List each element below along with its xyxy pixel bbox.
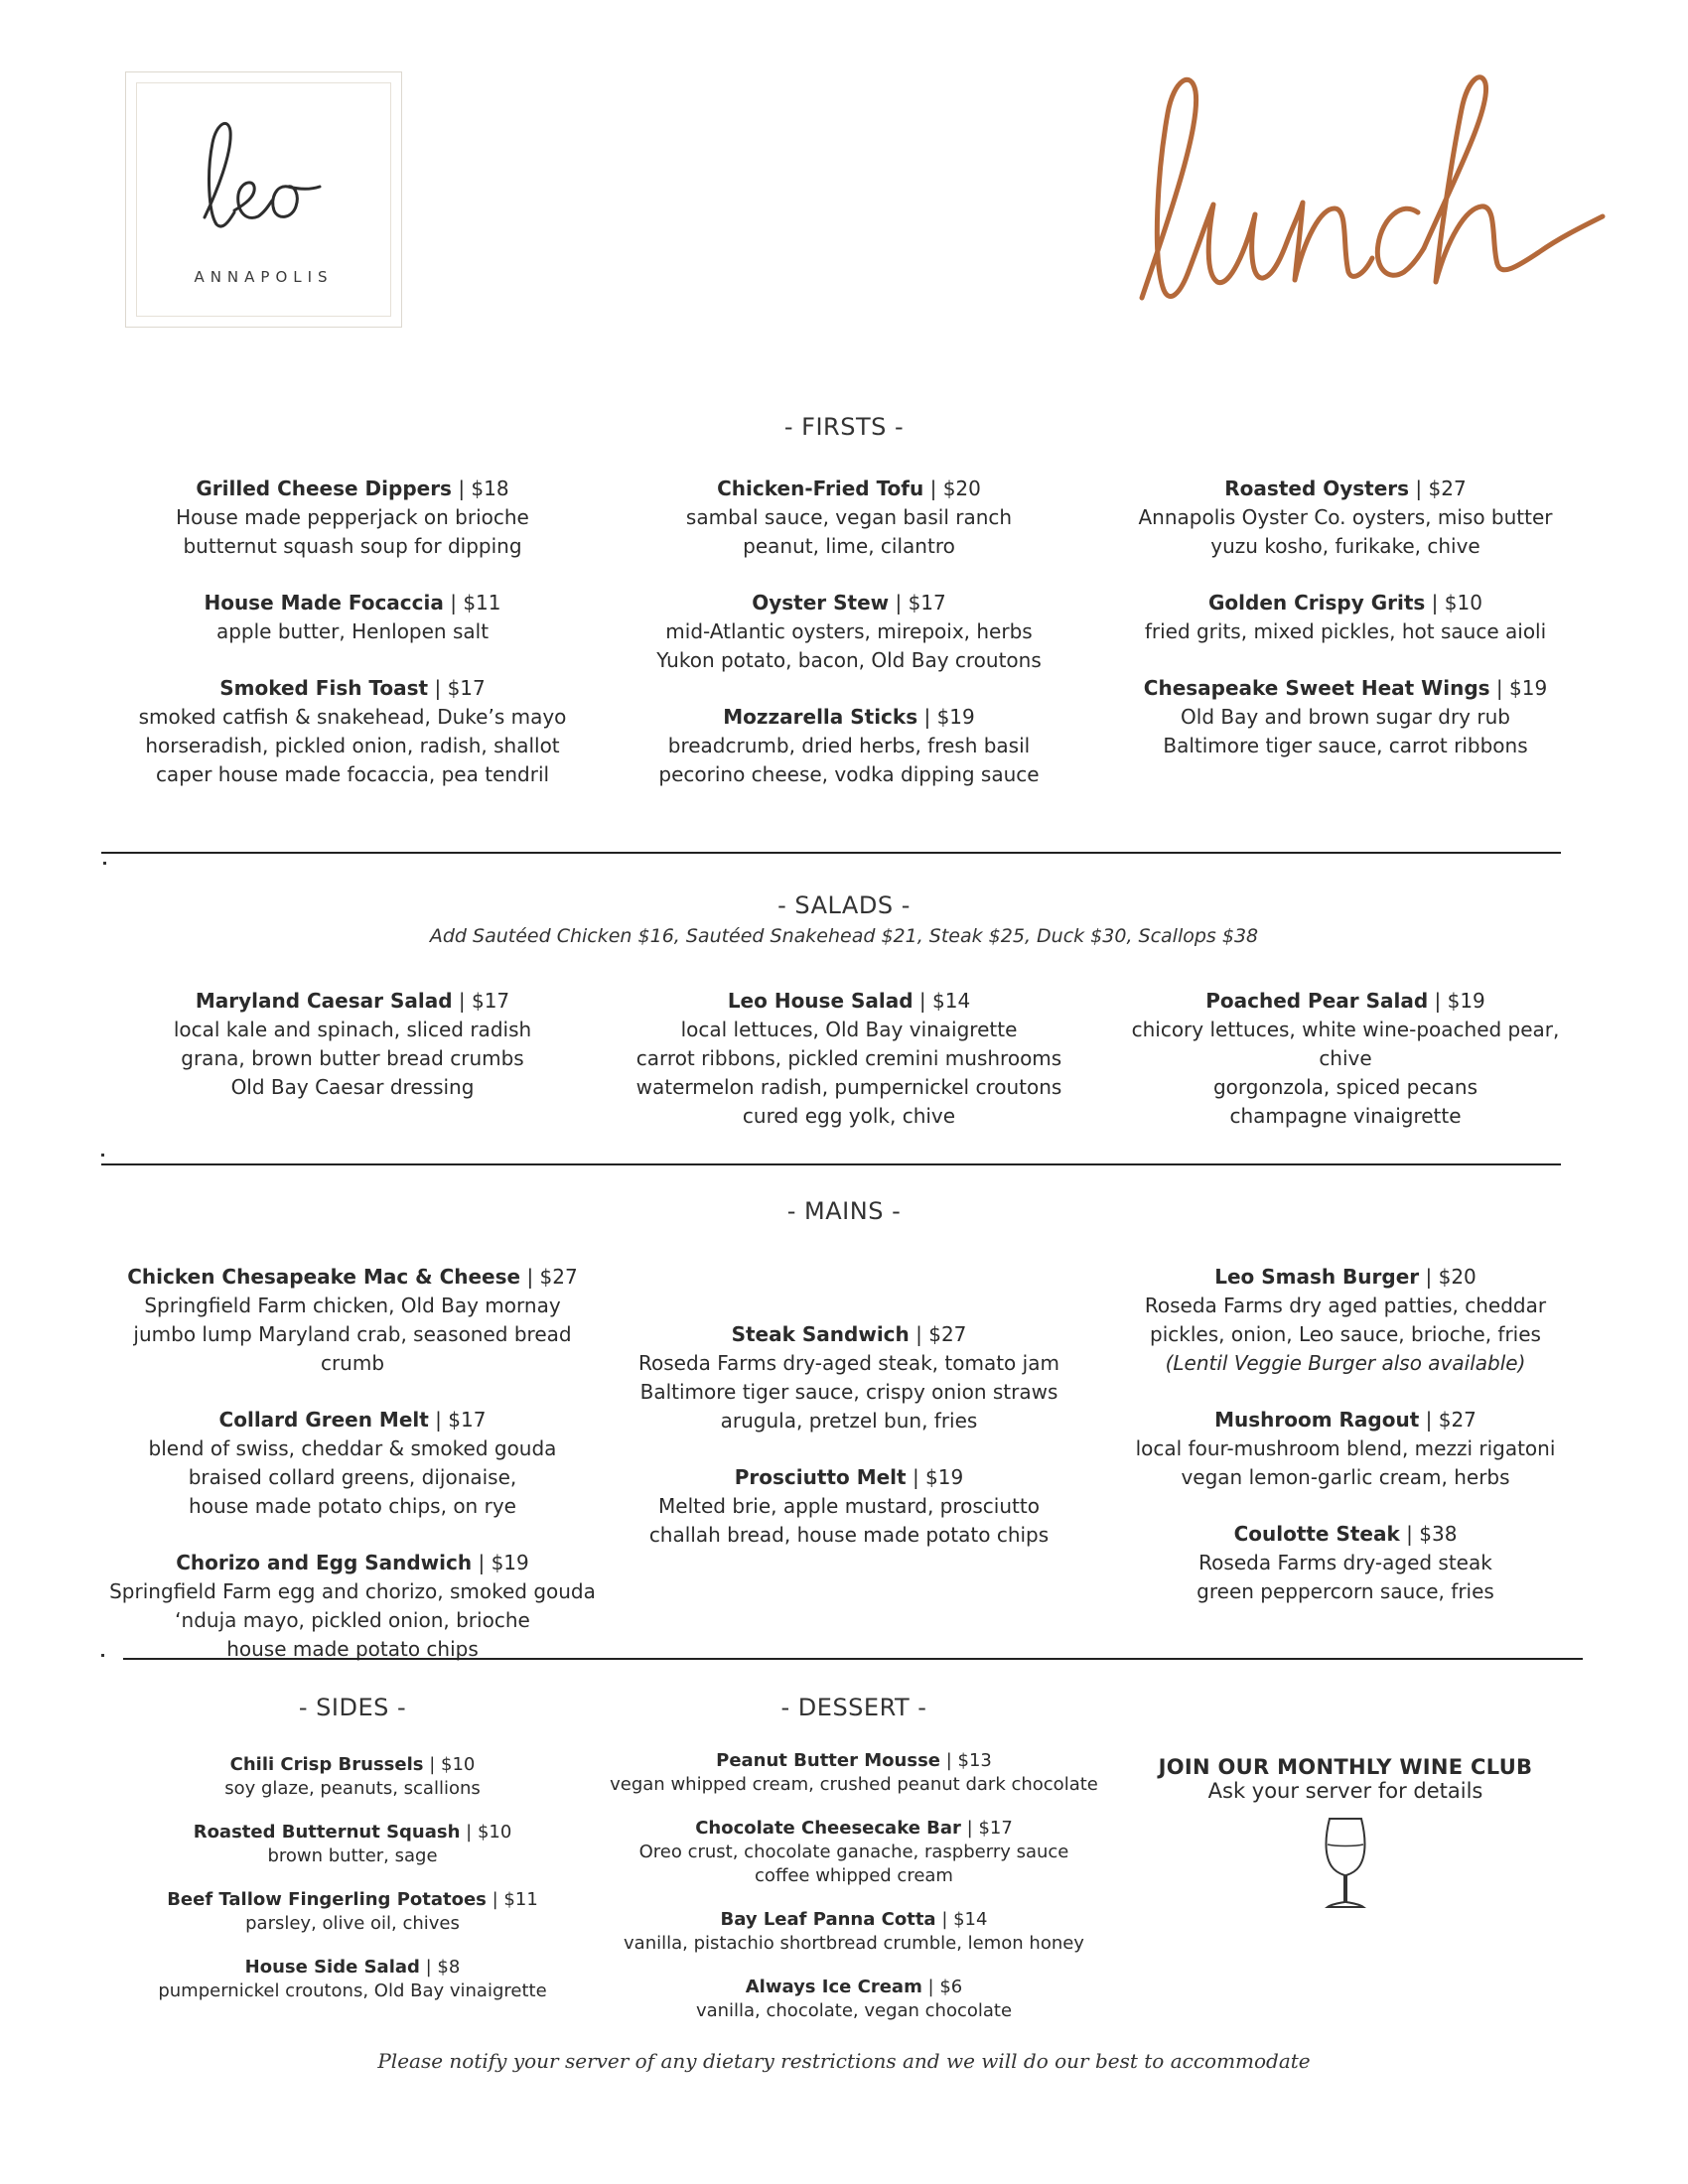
menu-item-heading bbox=[616, 703, 1082, 732]
wine-club bbox=[1122, 1755, 1569, 1918]
menu-item-heading bbox=[616, 1463, 1082, 1492]
menu-item-heading bbox=[616, 1320, 1082, 1349]
menu-item-description: pickles, onion, Leo sauce, brioche, fries bbox=[1150, 1322, 1541, 1346]
menu-item-description: Springfield Farm egg and chorizo, smoked gouda bbox=[109, 1579, 596, 1603]
firsts-column-1 bbox=[119, 475, 586, 817]
menu-item-name: Poached Pear Salad bbox=[1205, 989, 1429, 1013]
menu-item bbox=[119, 1821, 586, 1868]
menu-item-description: Springfield Farm chicken, Old Bay mornay bbox=[144, 1294, 561, 1317]
mains-column-2 bbox=[616, 1320, 1082, 1577]
menu-item-description: Roseda Farms dry-aged steak bbox=[1198, 1551, 1492, 1574]
firsts-column-3 bbox=[1107, 475, 1584, 788]
salads-column-1 bbox=[119, 987, 586, 1130]
menu-item-separator: | bbox=[520, 1265, 540, 1289]
menu-item-price: $20 bbox=[1438, 1265, 1477, 1289]
menu-item-description: ‘nduja mayo, pickled onion, brioche bbox=[175, 1608, 530, 1632]
salads-addons: Add Sautéed Chicken $16, Sautéed Snakehead $21, Steak $25, Duck $30, Scallops $38 bbox=[429, 925, 1259, 947]
menu-item-price: $17 bbox=[448, 1408, 487, 1432]
menu-item-price: $14 bbox=[932, 989, 971, 1013]
menu-item-name: House Side Salad bbox=[244, 1957, 420, 1978]
menu-item-name: Peanut Butter Mousse bbox=[716, 1750, 940, 1771]
menu-item-name: Roasted Oysters bbox=[1224, 477, 1410, 500]
menu-item-description: peanut, lime, cilantro bbox=[743, 534, 955, 558]
menu-item-separator: | bbox=[460, 1822, 478, 1843]
menu-item-description: jumbo lump Maryland crab, seasoned bread crumb bbox=[133, 1322, 572, 1375]
menu-item-separator: | bbox=[1409, 477, 1429, 500]
logo-subtitle: ANNAPOLIS bbox=[194, 268, 334, 286]
menu-item-name: Leo House Salad bbox=[727, 989, 914, 1013]
menu-item-heading bbox=[119, 1956, 586, 1979]
menu-item-description: challah bread, house made potato chips bbox=[648, 1523, 1050, 1547]
menu-item-price: $19 bbox=[491, 1551, 529, 1574]
mains-column-1 bbox=[99, 1263, 606, 1692]
menu-item-price: $10 bbox=[477, 1822, 512, 1843]
menu-item-name: Chocolate Cheesecake Bar bbox=[695, 1818, 961, 1839]
menu-item-description: braised collard greens, dijonaise, bbox=[188, 1465, 517, 1489]
menu-item-description: Yukon potato, bacon, Old Bay croutons bbox=[656, 648, 1042, 672]
menu-item-separator: | bbox=[472, 1551, 492, 1574]
menu-item-heading bbox=[606, 1749, 1102, 1773]
menu-item-heading bbox=[616, 589, 1082, 617]
menu-item-description: caper house made focaccia, pea tendril bbox=[155, 762, 550, 786]
menu-item-description: pumpernickel croutons, Old Bay vinaigrette bbox=[158, 1980, 547, 2001]
divider-dot bbox=[103, 862, 106, 865]
menu-item bbox=[99, 1549, 606, 1664]
menu-item-price: $19 bbox=[925, 1465, 964, 1489]
menu-item-name: Chicken-Fried Tofu bbox=[717, 477, 924, 500]
menu-item-heading bbox=[1107, 475, 1584, 503]
menu-item-name: Steak Sandwich bbox=[731, 1322, 910, 1346]
menu-item-separator: | bbox=[1399, 1522, 1420, 1546]
menu-item bbox=[616, 1320, 1082, 1435]
menu-item-heading bbox=[119, 1821, 586, 1844]
menu-item-price: $27 bbox=[928, 1322, 967, 1346]
menu-item-description: fried grits, mixed pickles, hot sauce aioli bbox=[1144, 619, 1547, 643]
menu-item-description: Old Bay Caesar dressing bbox=[230, 1075, 475, 1099]
menu-item-description: apple butter, Henlopen salt bbox=[215, 619, 490, 643]
menu-item-description: watermelon radish, pumpernickel croutons bbox=[635, 1075, 1062, 1099]
salads-column-3 bbox=[1107, 987, 1584, 1159]
menu-item-price: $17 bbox=[978, 1818, 1013, 1839]
menu-item bbox=[1107, 674, 1584, 760]
menu-item-separator: | bbox=[428, 676, 448, 700]
menu-item-description: gorgonzola, spiced pecans bbox=[1212, 1075, 1478, 1099]
menu-item-heading bbox=[1107, 987, 1584, 1016]
menu-item bbox=[606, 1749, 1102, 1797]
menu-item bbox=[1107, 475, 1584, 561]
menu-item-description: champagne vinaigrette bbox=[1229, 1104, 1462, 1128]
menu-item-heading bbox=[1107, 1263, 1584, 1292]
mains-column-3 bbox=[1107, 1263, 1584, 1634]
menu-item-name: Chili Crisp Brussels bbox=[229, 1754, 424, 1775]
menu-item-name: Mushroom Ragout bbox=[1214, 1408, 1420, 1432]
menu-item bbox=[606, 1976, 1102, 2023]
menu-item-separator: | bbox=[889, 591, 909, 614]
menu-item-description: vanilla, chocolate, vegan chocolate bbox=[695, 2000, 1013, 2021]
menu-item-heading bbox=[119, 987, 586, 1016]
menu-item-description: vanilla, pistachio shortbread crumble, lemon honey bbox=[624, 1933, 1084, 1954]
menu-item-heading bbox=[119, 1753, 586, 1777]
menu-item-price: $17 bbox=[471, 989, 510, 1013]
menu-item bbox=[1107, 1520, 1584, 1606]
menu-item-name: Maryland Caesar Salad bbox=[195, 989, 453, 1013]
menu-item-heading bbox=[606, 1976, 1102, 1999]
menu-item bbox=[119, 475, 586, 561]
menu-item-heading bbox=[99, 1263, 606, 1292]
divider-firsts bbox=[101, 852, 1561, 854]
menu-item-name: Beef Tallow Fingerling Potatoes bbox=[167, 1889, 487, 1910]
menu-item-separator: | bbox=[443, 591, 464, 614]
menu-item bbox=[1107, 1406, 1584, 1492]
menu-item-heading bbox=[606, 1817, 1102, 1841]
menu-item-price: $19 bbox=[1447, 989, 1485, 1013]
menu-item bbox=[616, 589, 1082, 675]
menu-item bbox=[119, 1753, 586, 1801]
menu-item-separator: | bbox=[1428, 989, 1448, 1013]
menu-item-separator: | bbox=[451, 477, 472, 500]
menu-item-name: Chesapeake Sweet Heat Wings bbox=[1143, 676, 1490, 700]
menu-item-name: Roasted Butternut Squash bbox=[193, 1822, 461, 1843]
menu-item-name: Smoked Fish Toast bbox=[219, 676, 429, 700]
menu-item-description: Oreo crust, chocolate ganache, raspberry sauce bbox=[638, 1842, 1069, 1862]
menu-item-name: Grilled Cheese Dippers bbox=[196, 477, 452, 500]
menu-item-description: arugula, pretzel bun, fries bbox=[720, 1409, 978, 1433]
menu-item-separator: | bbox=[923, 477, 943, 500]
menu-item-description: sambal sauce, vegan basil ranch bbox=[685, 505, 1013, 529]
logo bbox=[125, 71, 402, 328]
menu-item-separator: | bbox=[921, 1977, 940, 1997]
menu-item-price: $10 bbox=[1444, 591, 1482, 614]
menu-item-description: butternut squash soup for dipping bbox=[183, 534, 522, 558]
menu-item-separator: | bbox=[909, 1322, 929, 1346]
menu-item-name: Always Ice Cream bbox=[745, 1977, 922, 1997]
menu-item-price: $27 bbox=[539, 1265, 578, 1289]
divider-dot bbox=[101, 1154, 104, 1157]
menu-item-separator: | bbox=[452, 989, 472, 1013]
menu-item-name: Bay Leaf Panna Cotta bbox=[720, 1909, 936, 1930]
menu-item-price: $17 bbox=[447, 676, 486, 700]
menu-item-heading bbox=[616, 475, 1082, 503]
menu-item-description: horseradish, pickled onion, radish, shallot bbox=[145, 734, 560, 757]
menu-item-separator: | bbox=[917, 705, 937, 729]
menu-item-price: $19 bbox=[1509, 676, 1548, 700]
menu-item bbox=[119, 674, 586, 789]
menu-item-price: $11 bbox=[503, 1889, 538, 1910]
menu-item-name: Leo Smash Burger bbox=[1214, 1265, 1420, 1289]
menu-item-description: cured egg yolk, chive bbox=[742, 1104, 956, 1128]
menu-item-separator: | bbox=[1489, 676, 1510, 700]
menu-item bbox=[1107, 589, 1584, 646]
divider-mains bbox=[123, 1658, 1583, 1660]
menu-item bbox=[606, 1908, 1102, 1956]
menu-item-description: blend of swiss, cheddar & smoked gouda bbox=[148, 1436, 557, 1460]
menu-item bbox=[616, 475, 1082, 561]
menu-item bbox=[606, 1817, 1102, 1888]
menu-item-description: house made potato chips, on rye bbox=[189, 1494, 516, 1518]
menu-item-heading bbox=[1107, 1406, 1584, 1434]
menu-item-description: local four-mushroom blend, mezzi rigatoni bbox=[1135, 1436, 1556, 1460]
menu-item-separator: | bbox=[1425, 591, 1445, 614]
menu-item-heading bbox=[119, 674, 586, 703]
menu-item bbox=[616, 1463, 1082, 1550]
salads-column-2 bbox=[616, 987, 1082, 1159]
menu-item-description: Old Bay and brown sugar dry rub bbox=[1181, 705, 1510, 729]
menu-item-price: $6 bbox=[939, 1977, 963, 1997]
menu-item bbox=[119, 589, 586, 646]
menu-item bbox=[99, 1406, 606, 1521]
menu-item-separator: | bbox=[1419, 1265, 1439, 1289]
menu-item-note: (Lentil Veggie Burger also available) bbox=[1165, 1351, 1526, 1375]
dessert-title: - DESSERT - bbox=[780, 1694, 927, 1721]
menu-item-separator: | bbox=[1419, 1408, 1439, 1432]
divider-salads bbox=[101, 1163, 1561, 1165]
menu-item-description: chicory lettuces, white wine-poached pear, chive bbox=[1131, 1018, 1560, 1070]
menu-item bbox=[119, 987, 586, 1102]
menu-item-description: pecorino cheese, vodka dipping sauce bbox=[658, 762, 1040, 786]
menu-item bbox=[99, 1263, 606, 1378]
wine-glass-icon bbox=[1316, 1815, 1375, 1914]
menu-item-description: House made pepperjack on brioche bbox=[176, 505, 529, 529]
logo-frame bbox=[136, 82, 391, 317]
menu-item-description: smoked catfish & snakehead, Duke’s mayo bbox=[138, 705, 567, 729]
menu-item-description: Melted brie, apple mustard, prosciutto bbox=[658, 1494, 1040, 1518]
mains-title: - MAINS - bbox=[786, 1197, 902, 1225]
menu-item bbox=[1107, 987, 1584, 1131]
menu-item-separator: | bbox=[913, 989, 932, 1013]
firsts-title: - FIRSTS - bbox=[783, 413, 905, 441]
menu-item-description: vegan lemon-garlic cream, herbs bbox=[1181, 1465, 1510, 1489]
wine-club-title: JOIN OUR MONTHLY WINE CLUB bbox=[1158, 1755, 1533, 1779]
menu-item-description: vegan whipped cream, crushed peanut dark chocolate bbox=[610, 1774, 1098, 1795]
menu-item-description: local kale and spinach, sliced radish bbox=[173, 1018, 532, 1041]
menu-item-price: $27 bbox=[1438, 1408, 1477, 1432]
menu-item-separator: | bbox=[906, 1465, 926, 1489]
menu-item-description: carrot ribbons, pickled cremini mushrooms bbox=[635, 1046, 1062, 1070]
sides-column bbox=[119, 1753, 586, 2023]
menu-item-description: grana, brown butter bread crumbs bbox=[181, 1046, 524, 1070]
menu-item-description: Roseda Farms dry aged patties, cheddar bbox=[1144, 1294, 1547, 1317]
menu-item-description: Baltimore tiger sauce, crispy onion straws bbox=[639, 1380, 1058, 1404]
salads-title: - SALADS - bbox=[777, 891, 911, 919]
menu-item-heading bbox=[119, 589, 586, 617]
menu-item-heading bbox=[606, 1908, 1102, 1932]
menu-item-separator: | bbox=[935, 1909, 954, 1930]
menu-item bbox=[119, 1956, 586, 2003]
menu-item-price: $20 bbox=[942, 477, 981, 500]
menu-item-heading bbox=[616, 987, 1082, 1016]
menu-item-heading bbox=[119, 475, 586, 503]
menu-item-description: Baltimore tiger sauce, carrot ribbons bbox=[1163, 734, 1528, 757]
wine-club-subtitle: Ask your server for details bbox=[1207, 1779, 1483, 1803]
menu-item-price: $27 bbox=[1428, 477, 1467, 500]
menu-item-name: Chicken Chesapeake Mac & Cheese bbox=[127, 1265, 521, 1289]
menu-item-price: $17 bbox=[908, 591, 946, 614]
menu-item-heading bbox=[1107, 674, 1584, 703]
firsts-column-2 bbox=[616, 475, 1082, 817]
menu-item-heading bbox=[99, 1406, 606, 1434]
menu-item-name: Coulotte Steak bbox=[1233, 1522, 1400, 1546]
menu-item-heading bbox=[99, 1549, 606, 1577]
menu-item-heading bbox=[1107, 589, 1584, 617]
menu-item-separator: | bbox=[419, 1957, 438, 1978]
menu-item-description: yuzu kosho, furikake, chive bbox=[1210, 534, 1480, 558]
divider-dot bbox=[101, 1654, 104, 1657]
menu-item-description: soy glaze, peanuts, scallions bbox=[224, 1778, 481, 1799]
menu-item-price: $38 bbox=[1419, 1522, 1458, 1546]
menu-item bbox=[616, 987, 1082, 1131]
menu-item-description: mid-Atlantic oysters, mirepoix, herbs bbox=[665, 619, 1033, 643]
menu-item-price: $14 bbox=[953, 1909, 988, 1930]
menu-item-price: $10 bbox=[441, 1754, 476, 1775]
menu-item-name: Chorizo and Egg Sandwich bbox=[176, 1551, 473, 1574]
menu-item-description: coffee whipped cream bbox=[755, 1865, 953, 1886]
menu-item-price: $8 bbox=[437, 1957, 461, 1978]
dietary-note: Please notify your server of any dietary restrictions and we will do our best to accommodate bbox=[377, 2049, 1311, 2073]
menu-item bbox=[1107, 1263, 1584, 1378]
menu-item-description: house made potato chips bbox=[226, 1637, 479, 1661]
menu-item-name: Golden Crispy Grits bbox=[1208, 591, 1426, 614]
menu-item-name: Oyster Stew bbox=[752, 591, 890, 614]
menu-item-description: breadcrumb, dried herbs, fresh basil bbox=[667, 734, 1031, 757]
menu-item-price: $19 bbox=[936, 705, 975, 729]
menu-item-name: House Made Focaccia bbox=[204, 591, 444, 614]
sides-title: - SIDES - bbox=[298, 1694, 407, 1721]
menu-item-description: Roseda Farms dry-aged steak, tomato jam bbox=[638, 1351, 1059, 1375]
menu-item-price: $13 bbox=[957, 1750, 992, 1771]
menu-item-description: local lettuces, Old Bay vinaigrette bbox=[680, 1018, 1018, 1041]
menu-item-description: brown butter, sage bbox=[267, 1845, 438, 1866]
menu-item-name: Collard Green Melt bbox=[218, 1408, 429, 1432]
menu-item-separator: | bbox=[486, 1889, 504, 1910]
menu-item-separator: | bbox=[428, 1408, 449, 1432]
menu-item-separator: | bbox=[940, 1750, 958, 1771]
menu-item-separator: | bbox=[423, 1754, 441, 1775]
menu-item-price: $11 bbox=[463, 591, 501, 614]
menu-item-name: Prosciutto Melt bbox=[734, 1465, 907, 1489]
menu-item-heading bbox=[1107, 1520, 1584, 1549]
menu-item-description: green peppercorn sauce, fries bbox=[1196, 1579, 1494, 1603]
menu-item-description: parsley, olive oil, chives bbox=[245, 1913, 460, 1934]
menu-item-heading bbox=[119, 1888, 586, 1912]
menu-item bbox=[616, 703, 1082, 789]
menu-item bbox=[119, 1888, 586, 1936]
menu-item-description: Annapolis Oyster Co. oysters, miso butter bbox=[1138, 505, 1553, 529]
logo-script-leo bbox=[197, 113, 336, 242]
menu-item-name: Mozzarella Sticks bbox=[723, 705, 918, 729]
lunch-script-heading bbox=[1122, 69, 1618, 338]
menu-item-price: $18 bbox=[471, 477, 509, 500]
menu-item-separator: | bbox=[960, 1818, 979, 1839]
dessert-column bbox=[606, 1749, 1102, 2043]
